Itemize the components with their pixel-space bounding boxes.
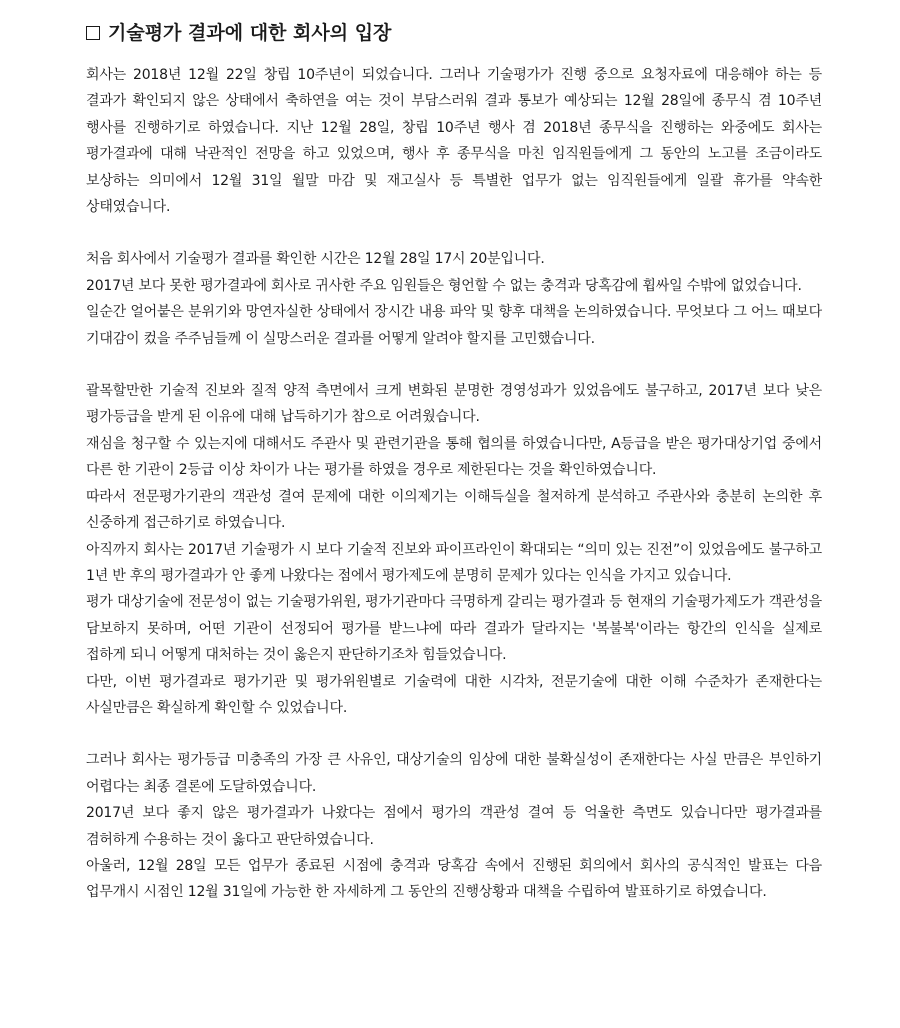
paragraph: 괄목할만한 기술적 진보와 질적 양적 측면에서 크게 변화된 분명한 경영성과가 있었음에도 불구하고, 2017년 보다 낮은 평가등급을 받게 된 이유에 대해 납득하기가 참으로 어려웠습니다. <box>86 383 822 426</box>
section-4 <box>86 747 822 905</box>
checkbox-square-icon <box>86 26 100 40</box>
paragraph: 그러나 회사는 평가등급 미충족의 가장 큰 사유인, 대상기술의 임상에 대한 불확실성이 존재한다는 사실 만큼은 부인하기 어렵다는 최종 결론에 도달하였습니다. <box>86 752 822 795</box>
document-title: 기술평가 결과에 대한 회사의 입장 <box>108 22 392 44</box>
paragraph: 재심을 청구할 수 있는지에 대해서도 주관사 및 관련기관을 통해 협의를 하였습니다만, A등급을 받은 평가대상기업 중에서 다른 한 기관이 2등급 이상 차이가 나는 평가를 하였을 경우로 제한된다는 것을 확인하였습니다. <box>86 435 822 479</box>
document-title-row <box>86 14 822 52</box>
paragraph: 2017년 보다 못한 평가결과에 회사로 귀사한 주요 임원들은 형언할 수 없는 충격과 당혹감에 휩싸일 수밖에 없었습니다. <box>86 277 802 294</box>
paragraph: 아직까지 회사는 2017년 기술평가 시 보다 기술적 진보와 파이프라인이 확대되는 “의미 있는 진전”이 있었음에도 불구하고 1년 반 후의 평가결과가 안 좋게 나왔다는 점에서 평가제도에 분명히 문제가 있다는 인식을 가지고 있습니다. <box>86 541 822 584</box>
paragraph: 아울러, 12월 28일 모든 업무가 종료된 시점에 충격과 당혹감 속에서 진행된 회의에서 회사의 공식적인 발표는 다음 업무개시 시점인 12월 31일에 가능한 한 자세하게 그 동안의 진행상황과 대책을 수립하여 발표하기로 하였습니다. <box>86 857 822 901</box>
section-2 <box>86 246 822 352</box>
paragraph: 다만, 이번 평가결과로 평가기관 및 평가위원별로 기술력에 대한 시각차, 전문기술에 대한 이해 수준차가 존재한다는 사실만큼은 확실하게 확인할 수 있었습니다. <box>86 673 822 716</box>
section-3 <box>86 378 822 721</box>
paragraph: 처음 회사에서 기술평가 결과를 확인한 시간은 12월 28일 17시 20분입니다. <box>86 251 545 268</box>
paragraph: 회사는 2018년 12월 22일 창립 10주년이 되었습니다. 그러나 기술평가가 진행 중으로 요청자료에 대응해야 하는 등 결과가 확인되지 않은 상태에서 축하연을 여는 것이 부담스러워 결과 통보가 예상되는 12월 28일에 종무식 겸 10주년 행사를 진행하기로 하였습니다. 지난 12월 28일, 창립 10주년 행사 겸 2018년 종무식을 진행하는 와중에도 회사는 평가결과에 대해 낙관적인 전망을 하고 있었으며, 행사 후 종무식을 마친 임직원들에게 그 동안의 노고를 조금이라도 보상하는 의미에서 12월 31일 월말 마감 및 재고실사 등 특별한 업무가 없는 임직원들에게 일괄 휴가를 약속한 상태였습니다. <box>86 67 822 216</box>
paragraph: 일순간 얼어붙은 분위기와 망연자실한 상태에서 장시간 내용 파악 및 향후 대책을 논의하였습니다. 무엇보다 그 어느 때보다 기대감이 컸을 주주님들께 이 실망스러운 결과를 어떻게 알려야 할지를 고민했습니다. <box>86 304 822 347</box>
document <box>86 14 822 906</box>
section-1 <box>86 62 822 220</box>
paragraph: 2017년 보다 좋지 않은 평가결과가 나왔다는 점에서 평가의 객관성 결여 등 억울한 측면도 있습니다만 평가결과를 겸허하게 수용하는 것이 옳다고 판단하였습니다. <box>86 805 822 848</box>
paragraph: 따라서 전문평가기관의 객관성 결여 문제에 대한 이의제기는 이해득실을 철저하게 분석하고 주관사와 충분히 논의한 후 신중하게 접근하기로 하였습니다. <box>86 488 822 532</box>
paragraph: 평가 대상기술에 전문성이 없는 기술평가위원, 평가기관마다 극명하게 갈리는 평가결과 등 현재의 기술평가제도가 객관성을 담보하지 못하며, 어떤 기관이 선정되어 평가를 받느냐에 따라 결과가 달라지는 '복불복'이라는 항간의 인식을 실제로 접하게 되니 어떻게 대처하는 것이 옳은지 판단하기조차 힘들었습니다. <box>86 594 822 664</box>
